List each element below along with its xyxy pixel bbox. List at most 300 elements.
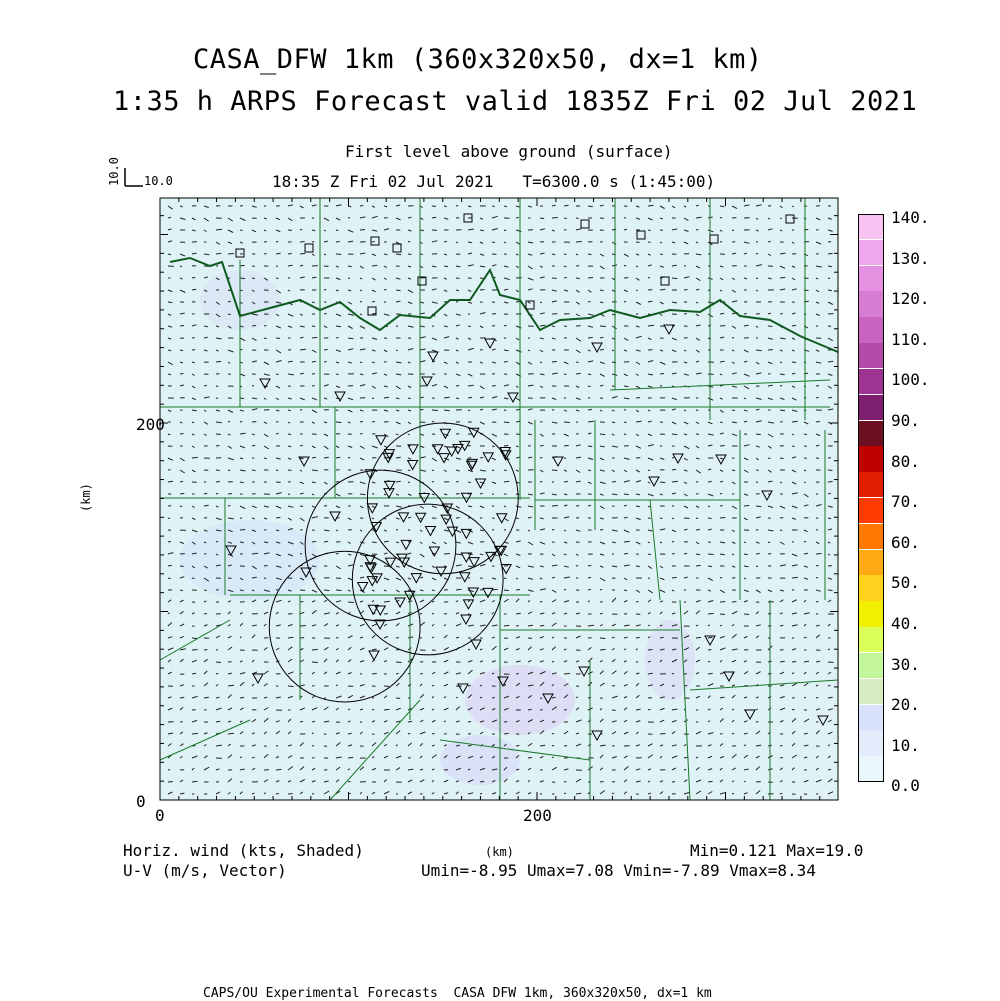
wind-vector <box>648 278 650 279</box>
wind-vector <box>384 601 390 602</box>
wind-vector <box>816 601 818 602</box>
wind-vector <box>360 206 363 207</box>
wind-vector <box>264 338 267 339</box>
wind-vector <box>504 446 508 447</box>
wind-vector <box>684 290 688 291</box>
wind-vector <box>240 433 246 434</box>
wind-vector <box>336 374 339 375</box>
wind-vector <box>168 254 171 255</box>
wind-vector <box>360 422 363 423</box>
wind-vector <box>720 313 724 314</box>
wind-vector <box>660 518 662 519</box>
y-axis-unit: (km) <box>80 483 92 512</box>
wind-vector <box>264 326 267 327</box>
wind-vector <box>612 542 616 543</box>
wind-vector <box>336 242 340 243</box>
wind-vector <box>672 434 677 435</box>
wind-vector <box>216 493 218 494</box>
wind-vector <box>528 709 532 710</box>
wind-vector <box>468 397 472 398</box>
wind-vector <box>456 554 462 555</box>
colorbar-label: 100. <box>891 372 930 388</box>
wind-vector <box>228 254 234 255</box>
wind-vector <box>720 578 722 579</box>
wind-vector <box>336 553 339 554</box>
wind-vector <box>672 458 674 459</box>
wind-vector <box>312 361 316 362</box>
wind-vector <box>420 230 424 231</box>
wind-vector <box>648 301 652 302</box>
wind-vector <box>324 350 328 351</box>
wind-vector <box>660 289 665 290</box>
wind-vector <box>360 494 365 495</box>
wind-vector <box>396 481 401 482</box>
wind-vector <box>348 757 353 758</box>
wind-vector <box>336 338 339 339</box>
wind-vector <box>444 266 448 267</box>
wind-vector <box>264 566 268 567</box>
wind-vector <box>624 422 627 423</box>
wind-vector <box>816 422 820 423</box>
wind-vector <box>288 637 293 638</box>
wind-vector <box>264 542 268 543</box>
colorbar-label: 140. <box>891 210 930 226</box>
wind-vector <box>624 434 626 435</box>
wind-vector <box>504 470 507 471</box>
wind-vector <box>588 577 591 578</box>
wind-vector <box>180 493 184 494</box>
wind-vector <box>300 337 304 338</box>
wind-vector <box>660 374 664 375</box>
wind-vector <box>708 518 712 519</box>
wind-vector <box>240 542 244 543</box>
wind-vector <box>192 410 197 411</box>
wind-vector <box>540 362 542 363</box>
wind-vector <box>396 673 399 674</box>
wind-vector <box>468 482 471 483</box>
wind-vector <box>168 217 171 218</box>
wind-vector <box>564 445 569 446</box>
wind-vector <box>588 446 592 447</box>
wind-vector <box>432 421 434 422</box>
wind-vector <box>804 733 808 734</box>
wind-vector <box>432 733 435 734</box>
wind-vector <box>252 326 256 327</box>
wind-vector <box>648 650 652 651</box>
wind-vector <box>576 278 580 279</box>
wind-vector <box>504 206 507 207</box>
wind-vector <box>780 277 785 278</box>
wind-vector <box>624 265 626 266</box>
wind-vector <box>708 613 714 614</box>
wind-vector <box>276 374 279 375</box>
wind-vector <box>624 541 630 542</box>
wind-vector <box>300 229 302 230</box>
colorbar-label: 10. <box>891 738 920 754</box>
wind-vector <box>828 590 833 591</box>
wind-vector <box>420 590 424 591</box>
wind-speed-shading <box>645 620 695 700</box>
wind-vector <box>456 206 458 207</box>
wind-vector <box>612 482 616 483</box>
wind-vector <box>216 434 221 435</box>
wind-vector <box>180 434 184 435</box>
wind-vector <box>420 674 423 675</box>
wind-vector <box>312 230 315 231</box>
wind-vector <box>756 253 758 254</box>
wind-vector <box>408 241 410 242</box>
wind-vector <box>684 529 688 530</box>
wind-vector <box>600 302 603 303</box>
subtitle-level: First level above ground (surface) <box>345 144 673 160</box>
wind-vector <box>564 218 567 219</box>
colorbar-label: 80. <box>891 454 920 470</box>
wind-vector <box>540 445 544 446</box>
wind-vector <box>816 554 822 555</box>
wind-vector <box>552 662 554 663</box>
wind-vector <box>216 662 221 663</box>
wind-vector <box>432 470 434 471</box>
wind-vector <box>816 565 819 566</box>
wind-vector <box>708 554 714 555</box>
wind-vector <box>588 206 593 207</box>
wind-vector <box>492 470 494 471</box>
wind-vector <box>456 398 459 399</box>
wind-vector <box>264 254 267 255</box>
wind-vector <box>672 265 677 266</box>
wind-vector <box>636 601 639 602</box>
wind-vector <box>408 733 410 734</box>
colorbar-label: 40. <box>891 616 920 632</box>
wind-vector <box>216 253 221 254</box>
wind-vector <box>708 661 710 662</box>
wind-vector <box>192 733 198 734</box>
wind-vector <box>516 613 521 614</box>
wind-vector <box>276 470 278 471</box>
wind-vector <box>708 637 712 638</box>
colorbar-label: 50. <box>891 575 920 591</box>
wind-vector <box>216 229 222 230</box>
wind-vector <box>624 590 627 591</box>
wind-vector <box>420 409 423 410</box>
wind-vector <box>660 637 664 638</box>
wind-vector <box>444 206 447 207</box>
wind-vector <box>636 506 640 507</box>
wind-vector <box>420 613 422 614</box>
wind-vector <box>468 242 472 243</box>
wind-vector <box>288 410 291 411</box>
colorbar-label: 120. <box>891 291 930 307</box>
wind-vector <box>372 242 375 243</box>
wind-vector <box>636 421 642 422</box>
wind-vector <box>804 434 807 435</box>
wind-vector <box>276 793 279 794</box>
wind-vector <box>708 566 712 567</box>
subtitle-time: 18:35 Z Fri 02 Jul 2021 T=6300.0 s (1:45:00) <box>272 174 715 190</box>
wind-vector <box>552 326 555 327</box>
wind-vector <box>504 422 509 423</box>
wind-vector <box>204 493 207 494</box>
wind-vector <box>600 350 604 351</box>
wind-vector <box>288 686 294 687</box>
wind-vector <box>468 446 471 447</box>
wind-vector <box>540 625 544 626</box>
wind-vector <box>456 589 462 590</box>
wind-vector <box>648 230 651 231</box>
wind-vector <box>216 721 220 722</box>
wind-vector <box>732 422 737 423</box>
wind-vector <box>456 637 459 638</box>
wind-vector <box>600 638 605 639</box>
wind-vector <box>504 362 508 363</box>
wind-vector <box>600 782 604 783</box>
wind-vector <box>456 290 459 291</box>
wind-vector <box>744 554 748 555</box>
wind-vector <box>744 325 749 326</box>
wind-speed-shading <box>180 520 320 600</box>
wind-vector <box>624 302 626 303</box>
wind-vector <box>816 698 818 699</box>
wind-vector <box>720 614 725 615</box>
wind-vector <box>624 229 627 230</box>
wind-vector <box>288 434 291 435</box>
wind-vector <box>732 793 734 794</box>
wind-vector <box>240 278 245 279</box>
wind-vector <box>756 554 760 555</box>
wind-vector <box>312 649 318 650</box>
wind-vector <box>168 578 171 579</box>
wind-vector <box>600 290 604 291</box>
wind-vector <box>300 458 304 459</box>
wind-vector <box>588 337 593 338</box>
wind-vector <box>504 733 509 734</box>
wind-vector <box>192 578 195 579</box>
title-line-2: 1:35 h ARPS Forecast valid 1835Z Fri 02 Jul 2021 <box>113 88 917 115</box>
wind-vector <box>540 602 542 603</box>
wind-vector <box>564 254 566 255</box>
wind-vector <box>324 590 329 591</box>
wind-vector <box>432 613 434 614</box>
wind-vector <box>180 350 183 351</box>
wind-vector <box>504 590 509 591</box>
wind-vector <box>504 578 506 579</box>
wind-vector <box>720 493 722 494</box>
wind-vector <box>588 409 592 410</box>
wind-vector <box>444 326 448 327</box>
wind-vector <box>228 470 230 471</box>
wind-vector <box>276 242 278 243</box>
wind-vector <box>732 230 734 231</box>
wind-vector <box>636 494 640 495</box>
wind-vector <box>528 625 533 626</box>
ref-vector-u-label: 10.0 <box>144 175 173 187</box>
wind-vector <box>444 397 450 398</box>
wind-vector <box>384 289 387 290</box>
wind-vector <box>696 565 701 566</box>
wind-vector <box>348 602 354 603</box>
wind-vector <box>552 745 554 746</box>
wind-vector <box>792 325 796 326</box>
wind-vector <box>768 385 773 386</box>
wind-vector <box>312 662 318 663</box>
wind-vector <box>636 637 640 638</box>
wind-vector <box>780 758 783 759</box>
wind-vector <box>720 446 725 447</box>
wind-vector <box>576 793 581 794</box>
wind-vector <box>480 530 484 531</box>
wind-vector <box>756 506 761 507</box>
colorbar <box>858 214 884 782</box>
wind-vector <box>696 230 698 231</box>
wind-vector <box>168 481 173 482</box>
wind-vector <box>444 554 450 555</box>
title-line-1: CASA_DFW 1km (360x320x50, dx=1 km) <box>193 46 763 73</box>
wind-vector <box>312 541 316 542</box>
wind-vector <box>384 541 389 542</box>
x-tick-200: 200 <box>523 808 552 824</box>
wind-vector <box>552 218 558 219</box>
wind-vector <box>588 278 593 279</box>
wind-vector <box>324 290 326 291</box>
wind-vector <box>540 374 545 375</box>
wind-vector <box>600 530 603 531</box>
wind-vector <box>180 506 182 507</box>
wind-vector <box>492 242 495 243</box>
wind-vector <box>732 410 735 411</box>
wind-vector <box>600 649 606 650</box>
wind-vector <box>372 265 377 266</box>
wind-vector <box>792 362 796 363</box>
wind-vector <box>588 302 591 303</box>
wind-vector <box>552 506 558 507</box>
wind-vector <box>828 290 832 291</box>
wind-vector <box>192 638 197 639</box>
wind-vector <box>588 589 591 590</box>
wind-vector <box>516 302 519 303</box>
colorbar-label: 110. <box>891 332 930 348</box>
wind-vector <box>564 481 568 482</box>
wind-vector <box>624 517 628 518</box>
wind-vector <box>192 278 195 279</box>
wind-vector <box>240 590 244 591</box>
wind-vector <box>696 530 700 531</box>
wind-vector <box>576 218 579 219</box>
wind-vector <box>300 721 303 722</box>
wind-vector <box>660 734 665 735</box>
wind-vector <box>768 458 771 459</box>
wind-speed-shading <box>440 735 520 785</box>
wind-vector <box>672 542 674 543</box>
wind-vector <box>468 745 472 746</box>
wind-vector <box>408 721 412 722</box>
wind-vector <box>324 313 327 314</box>
wind-vector <box>552 530 554 531</box>
wind-vector <box>252 278 255 279</box>
wind-vector <box>240 698 244 699</box>
colorbar-label: 20. <box>891 697 920 713</box>
reference-vector <box>125 168 143 186</box>
wind-vector <box>288 361 293 362</box>
wind-vector <box>696 518 698 519</box>
wind-vector <box>372 314 376 315</box>
wind-vector <box>168 782 173 783</box>
wind-vector <box>372 422 375 423</box>
wind-vector <box>504 625 509 626</box>
wind-vector <box>780 458 784 459</box>
wind-vector <box>216 446 219 447</box>
wind-vector <box>564 589 566 590</box>
wind-vector <box>756 434 761 435</box>
wind-vector <box>816 397 819 398</box>
wind-vector <box>672 554 675 555</box>
wind-vector <box>600 589 602 590</box>
wind-vector <box>468 685 471 686</box>
wind-vector <box>276 253 281 254</box>
wind-vector <box>408 398 411 399</box>
wind-vector <box>348 266 352 267</box>
wind-vector <box>180 374 183 375</box>
wind-vector <box>396 254 401 255</box>
wind-vector <box>240 422 242 423</box>
wind-vector <box>168 542 171 543</box>
wind-vector <box>756 278 758 279</box>
wind-vector <box>216 470 220 471</box>
ref-vector-v-label: 10.0 <box>108 157 120 186</box>
colorbar-label: 130. <box>891 251 930 267</box>
wind-vector <box>360 302 362 303</box>
wind-vector <box>216 697 220 698</box>
x-tick-0: 0 <box>155 808 165 824</box>
wind-vector <box>720 518 725 519</box>
wind-vector <box>648 205 654 206</box>
wind-vector <box>516 590 520 591</box>
wind-vector <box>684 769 686 770</box>
wind-vector <box>564 374 566 375</box>
wind-vector <box>312 482 316 483</box>
colorbar-label: 30. <box>891 657 920 673</box>
wind-vector <box>240 398 244 399</box>
wind-vector <box>216 541 218 542</box>
wind-vector <box>228 314 231 315</box>
wind-vector <box>396 662 402 663</box>
wind-vector <box>552 470 557 471</box>
wind-vector <box>180 326 184 327</box>
wind-vector <box>468 722 471 723</box>
wind-vector <box>336 590 342 591</box>
wind-vector <box>696 289 699 290</box>
wind-vector <box>480 457 483 458</box>
wind-vector <box>816 578 818 579</box>
wind-vector <box>276 278 279 279</box>
wind-vector <box>708 481 712 482</box>
wind-vector <box>576 242 582 243</box>
wind-vector <box>576 362 579 363</box>
wind-vector <box>564 422 570 423</box>
footer-min-max: Min=0.121 Max=19.0 <box>690 843 863 859</box>
wind-vector <box>456 481 459 482</box>
wind-vector <box>756 350 762 351</box>
x-axis-unit: (km) <box>485 846 514 858</box>
wind-vector <box>336 457 340 458</box>
wind-vector <box>516 746 519 747</box>
wind-vector <box>588 386 591 387</box>
wind-vector <box>312 326 315 327</box>
wind-vector <box>672 577 677 578</box>
wind-vector <box>180 590 183 591</box>
wind-vector <box>348 781 351 782</box>
wind-vector <box>624 494 629 495</box>
wind-vector <box>228 421 230 422</box>
